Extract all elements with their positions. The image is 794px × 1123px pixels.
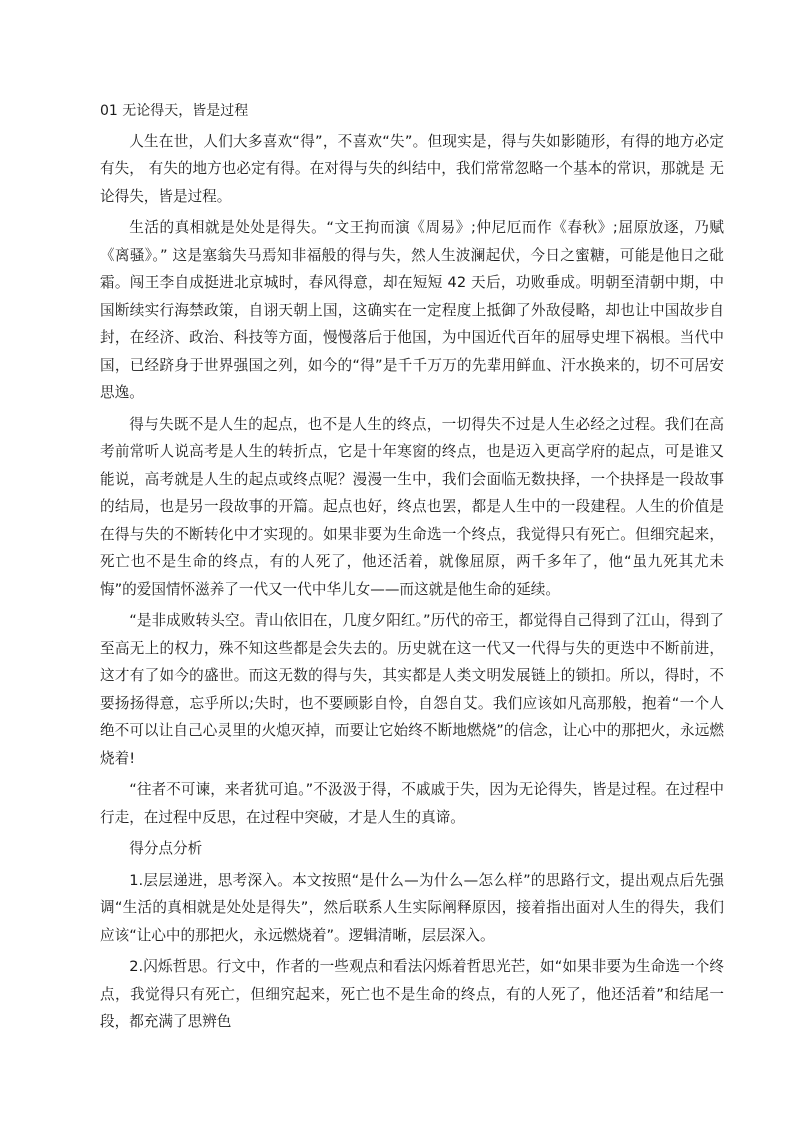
analysis-point-1: 1.层层递进，思考深入。本文按照“是什么—为什么—怎么样”的思路行文，提出观点后先强调“生活的真相就是处处是得失”，然后联系人生实际阐释原因，接着指出面对人生的得失，我们应该“让心中的那把火，永远燃烧着”。逻辑清晰，层层深入。: [100, 871, 724, 944]
document-body: [100, 98, 724, 1040]
analysis-point-2: 2.闪烁哲思。行文中，作者的一些观点和看法闪烁着哲思光芒，如“如果非要为生命选一个终点，我觉得只有死亡，但细究起来，死亡也不是生命的终点，有的人死了，他还活着”和结尾一段，都充满了思辨色: [100, 958, 724, 1030]
paragraph-intro: 人生在世，人们大多喜欢“得”，不喜欢“失”。但现实是，得与失如影随形，有得的地方必定有失， 有失的地方也必定有得。在对得与失的纠结中，我们常常忽略一个基本的常识，那就是 无论得失，皆是过程。: [100, 132, 724, 205]
analysis-title: 得分点分析: [129, 840, 203, 857]
paragraph-history: “是非成败转头空。青山依旧在，几度夕阳红。”历代的帝王，都觉得自己得到了江山，得到了至高无上的权力，殊不知这些都是会失去的。历史就在这一代又一代得与失的更迭中不断前进，这才有了如今的盛世。而这无数的得与失，其实都是人类文明发展链上的锁扣。所以，得时，不要扬扬得意，忘乎所以;失时，也不要顾影自怜，自怨自艾。我们应该如凡高那般，抱着“一个人绝不可以让自己心灵里的火熄灭掉，而要让它始终不断地燃烧”的信念，让心中的那把火，永远燃烧着!: [100, 612, 724, 767]
paragraph-conclusion: “往者不可谏，来者犹可追。”不汲汲于得，不戚戚于失，因为无论得失，皆是过程。在过程中行走，在过程中反思，在过程中突破，才是人生的真谛。: [100, 781, 724, 826]
section-heading: 01 无论得天，皆是过程: [100, 103, 249, 119]
paragraph-start-and-end: 得与失既不是人生的起点，也不是人生的终点，一切得失不过是人生必经之过程。我们在高考前常听人说高考是人生的转折点，它是十年寒窗的终点，也是迈入更高学府的起点，可是谁又能说，高考就是人生的起点或终点呢？漫漫一生中，我们会面临无数抉择，一个抉择是一段故事的结局，也是另一段故事的开篇。起点也好，终点也罢，都是人生中的一段建程。人生的价值是在得与失的不断转化中才实现的。如果非要为生命选一个终点，我觉得只有死亡。但细究起来，死亡也不是生命的终点，有的人死了，他还活着，就像屈原，两千多年了，他“虽九死其尤未悔”的爱国情怀滋养了一代又一代中华儿女——而这就是他生命的延续。: [100, 415, 724, 598]
paragraph-truth-of-life: 生活的真相就是处处是得失。“文王拘而演《周易》;仲尼厄而作《春秋》;屈原放逐，乃赋《离骚》。” 这是塞翁失马焉知非福般的得与失，然人生波澜起伏，今日之蜜糖，可能是他日之砒霜。闯王李自成挺进北京城时，春风得意，却在短短 42 天后，功败垂成。明朝至清朝中期，中国断续实行海禁政策，自诩天朝上国，这确实在一定程度上抵御了外敌侵略，却也让中国故步自封，在经济、政治、科技等方面，慢慢落后于他国，为中国近代百年的屈辱史埋下祸根。当代中国，已经跻身于世界强国之列，如今的“得”是千千万万的先辈用鲜血、汗水换来的，切不可居安思逸。: [100, 219, 724, 401]
